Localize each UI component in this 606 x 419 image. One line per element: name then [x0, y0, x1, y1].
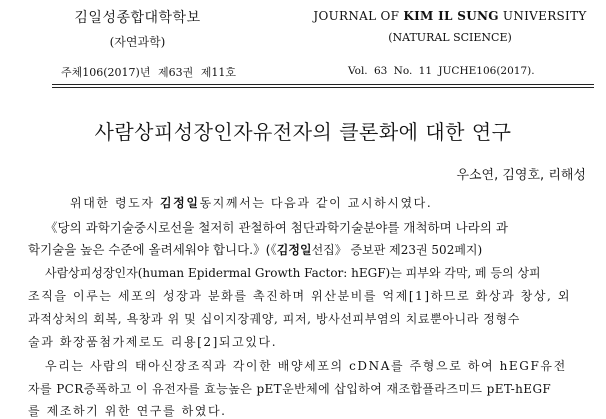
- text-segment: 위대한 령도자: [70, 196, 160, 210]
- issue-info-korean: 주체106(2017)년 제63권 제11호: [61, 66, 236, 79]
- text-segment: 선집》 증보판 제23권 502페지): [311, 243, 483, 257]
- body-line-8: 우리는 사람의 태아신장조직과 각이한 배양세포의 cDNA를 주형으로 하여 hEGF유전: [45, 359, 567, 373]
- paper-authors: 우소연, 김영호, 리해성: [456, 168, 586, 183]
- leader-name: 김정일: [276, 243, 312, 257]
- text-segment: 동지께서는 다음과 같이 교시하시였다.: [199, 196, 433, 210]
- journal-name-english: [310, 9, 590, 23]
- journal-name-english-part2: UNIVERSITY: [498, 9, 587, 23]
- paper-title: 사람상피성장인자유전자의 클론화에 대한 연구: [94, 120, 512, 144]
- journal-name-korean: 김일성종합대학학보: [74, 10, 201, 26]
- quote-line-1: 《당의 과학기술중시로선을 철저히 관철하여 첨단과학기술분야를 개척하며 나라의 과: [45, 220, 508, 235]
- journal-name-english-part1: JOURNAL OF: [313, 9, 404, 23]
- journal-name-english-bold: KIM IL SUNG: [403, 9, 499, 23]
- body-line-5: 조직을 이루는 세포의 성장과 분화를 촉진하며 위산분비를 억제[1]하므로 화상과 창상, 외: [28, 289, 572, 303]
- body-line-1: [70, 194, 594, 211]
- journal-header: [0, 0, 606, 92]
- body-line-6: 과적상처의 회복, 욕창과 위 및 십이지장궤양, 피저, 방사선피부염의 치료뿐아니라 정형수: [28, 312, 520, 326]
- journal-section-english: (NATURAL SCIENCE): [388, 31, 512, 44]
- header-rule-bottom: [52, 87, 594, 88]
- journal-header-korean: [50, 7, 225, 50]
- journal-header-english: [310, 9, 590, 44]
- body-line-4: 사람상피성장인자(human Epidermal Growth Factor: hEGF)는 피부와 각막, 페 등의 상피: [45, 266, 541, 280]
- journal-section-korean: (자연과학): [109, 35, 166, 49]
- leader-name: 김정일: [159, 196, 200, 210]
- text-segment: 학기술을 높은 수준에 올려세워야 합니다.》(《: [28, 242, 277, 257]
- body-line-10: 를 제조하기 위한 연구를 하였다.: [28, 404, 227, 418]
- header-rule-top: [52, 84, 594, 85]
- body-line-9: 자를 PCR증폭하고 이 유전자를 효능높은 pET운반체에 삽입하여 재조합플라즈미드 pET-hEGF: [28, 382, 552, 396]
- quote-line-2: [28, 240, 594, 258]
- body-line-7: 술과 화장품첨가제로도 리용[2]되고있다.: [28, 335, 278, 349]
- issue-info-english: Vol. 63 No. 11 JUCHE106(2017).: [348, 65, 535, 77]
